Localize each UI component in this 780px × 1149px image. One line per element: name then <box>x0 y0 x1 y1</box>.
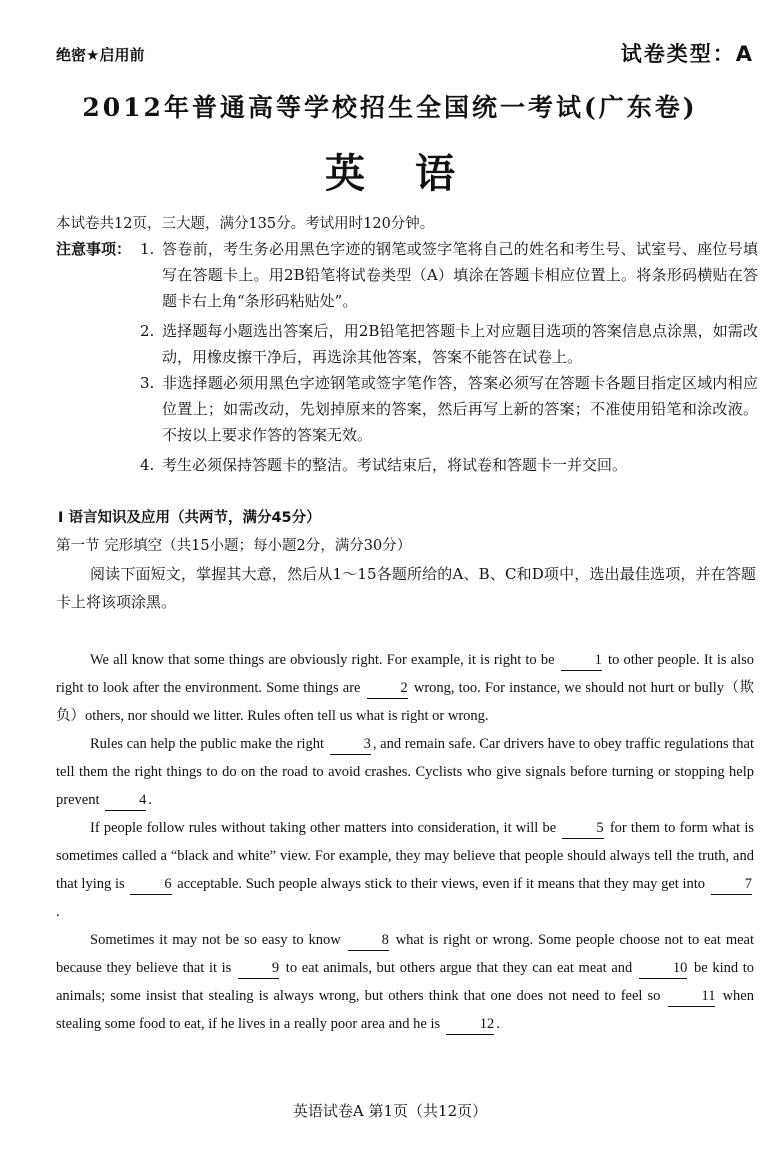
blank-8: 8 <box>348 930 389 951</box>
cloze-passage <box>56 646 754 1038</box>
blank-5: 5 <box>562 818 603 839</box>
passage-text: wrong, too. For instance, we should not hurt or bully（欺负）others, nor should we litter. Rules often tell us what is right or wrong. <box>56 680 754 724</box>
notice-text: 答卷前，考生务必用黑色字迹的钢笔或签字笔将自己的姓名和考生号、试室号、座位号填写在答题卡上。用2B铅笔将试卷类型（A）填涂在答题卡相应位置上。将条形码横贴在答题卡右上角“条形码粘贴处”。 <box>162 240 758 310</box>
notice-label: 注意事项： <box>56 240 132 258</box>
passage-text: when stealing some food to eat, if he lives in a really poor area and he is <box>56 988 754 1032</box>
passage-paragraph <box>56 814 754 926</box>
passage-text: to other people. It is also right to look after the environment. Some things are <box>56 652 754 696</box>
passage-paragraph <box>56 730 754 814</box>
passage-text: . <box>496 1016 500 1032</box>
notice-number: 1. <box>140 240 155 258</box>
blank-12: 12 <box>446 1014 495 1035</box>
notice-text: 选择题每小题选出答案后，用2B铅笔把答题卡上对应题目选项的答案信息点涂黑，如需改动，用橡皮擦干净后，再选涂其他答案，答案不能答在试卷上。 <box>162 322 758 366</box>
blank-2: 2 <box>367 678 408 699</box>
notice-number: 2. <box>140 322 155 340</box>
passage-text: what is right or wrong. Some people choose not to eat meat because they believe that it is <box>56 932 754 976</box>
section-instructions: 阅读下面短文，掌握其大意，然后从1～15各题所给的A、B、C和D项中，选出最佳选项，并在答题卡上将该项涂黑。 <box>56 565 756 611</box>
exam-title: 2012年普通高等学校招生全国统一考试(广东卷) <box>82 93 698 122</box>
notice-text: 非选择题必须用黑色字迹钢笔或签字笔作答，答案必须写在答题卡各题目指定区域内相应位置上；如需改动，先划掉原来的答案，然后再写上新的答案；不准使用铅笔和涂改液。不按以上要求作答的答案无效。 <box>162 374 758 444</box>
paper-type: 试卷类型：A <box>620 42 754 66</box>
blank-1: 1 <box>561 650 602 671</box>
passage-text: for them to form what is sometimes called a “black and white” view. For example, they may believe that people should always tell the truth, and that lying is <box>56 820 754 892</box>
passage-text: Rules can help the public make the right <box>90 736 328 752</box>
notice-number: 3. <box>140 374 155 392</box>
blank-3: 3 <box>330 734 371 755</box>
blank-7: 7 <box>711 874 752 895</box>
notice-item <box>140 236 758 314</box>
passage-text: . <box>148 792 152 808</box>
blank-10: 10 <box>639 958 688 979</box>
passage-text: to eat animals, but others argue that they can eat meat and <box>281 960 637 976</box>
passage-text: If people follow rules without taking other matters into consideration, it will be <box>90 820 561 836</box>
passage-text: , and remain safe. Car drivers have to obey traffic regulations that tell them the right things to do on the road to avoid crashes. Cyclists who give signals before turning or stopping help prevent <box>56 736 754 808</box>
passage-paragraph <box>56 646 754 730</box>
notice-text: 考生必须保持答题卡的整洁。考试结束后，将试卷和答题卡一并交回。 <box>162 456 628 474</box>
blank-6: 6 <box>130 874 171 895</box>
passage-text: . <box>56 904 60 920</box>
passage-text: acceptable. Such people always stick to their views, even if it means that they may get into <box>173 876 709 892</box>
exam-intro: 本试卷共12页，三大题，满分135分。考试用时120分钟。 <box>56 216 435 232</box>
passage-text: We all know that some things are obviously right. For example, it is right to be <box>90 652 559 668</box>
blank-11: 11 <box>668 986 716 1007</box>
passage-text: be kind to animals; some insist that stealing is always wrong, but others think that one does not need to feel so <box>56 960 755 1004</box>
notice-item <box>140 452 758 478</box>
blank-4: 4 <box>105 790 146 811</box>
section-title: 第一节 完形填空（共15小题；每小题2分，满分30分） <box>56 538 412 554</box>
page-footer: 英语试卷A 第1页（共12页） <box>292 1102 488 1120</box>
secret-mark: 绝密★启用前 <box>56 46 145 64</box>
notice-item <box>140 318 758 370</box>
passage-text: Sometimes it may not be so easy to know <box>90 932 346 948</box>
notice-number: 4. <box>140 456 155 474</box>
part-title: I 语言知识及应用（共两节，满分45分） <box>58 510 321 526</box>
subject-title: 英语 <box>325 151 505 197</box>
notice-item <box>140 370 758 448</box>
passage-paragraph <box>56 926 754 1038</box>
blank-9: 9 <box>238 958 279 979</box>
